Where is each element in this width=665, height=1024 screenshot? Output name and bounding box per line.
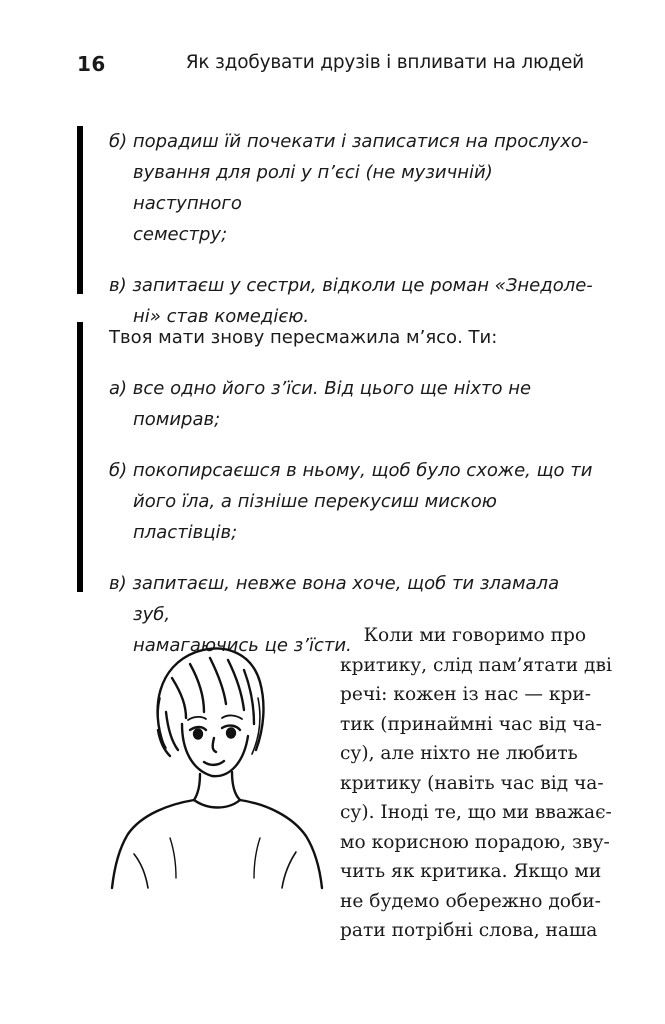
quiz-question: Твоя мати знову пересмажила м’ясо. Ти: bbox=[109, 327, 498, 348]
quiz-block-1 bbox=[77, 126, 597, 327]
quiz-answer-a: а) все одно його з’їси. Від цього ще ніхто не помирав; bbox=[109, 378, 532, 430]
page-number: 16 bbox=[77, 52, 106, 76]
quiz-answer-b: б) покопирсаєшся в ньому, щоб було схоже, що ти його їла, а пізніше перекусиш мискою пластівців; bbox=[109, 460, 593, 543]
girl-illustration bbox=[100, 638, 330, 890]
quiz-answer-b: б) порадиш їй почекати і записатися на прослухо- вування для ролі у п’єсі (не музичній) наступного семестру; bbox=[109, 131, 589, 245]
running-title: Як здобувати друзів і впливати на людей bbox=[185, 52, 584, 73]
quiz-answer-v: в) запитаєш, невже вона хоче, щоб ти зламала зуб, намагаючись це з’їсти. bbox=[109, 573, 560, 656]
quiz-block-2 bbox=[77, 322, 597, 656]
quiz-answer-v: в) запитаєш у сестри, відколи це роман «Знедоле- ні» став комедією. bbox=[109, 275, 593, 327]
body-paragraph: Коли ми говоримо про критику, слід пам’ятати дві речі: кожен із нас — кри- тик (принаймні час від ча- су), але ніхто не любить критику (навіть час від ча- су). Іноді те, що ми вважає- мо корисною порадою, зву- чить як критика. Якщо ми не будемо обережно доби- рати потрібні слова, наша bbox=[340, 625, 612, 941]
